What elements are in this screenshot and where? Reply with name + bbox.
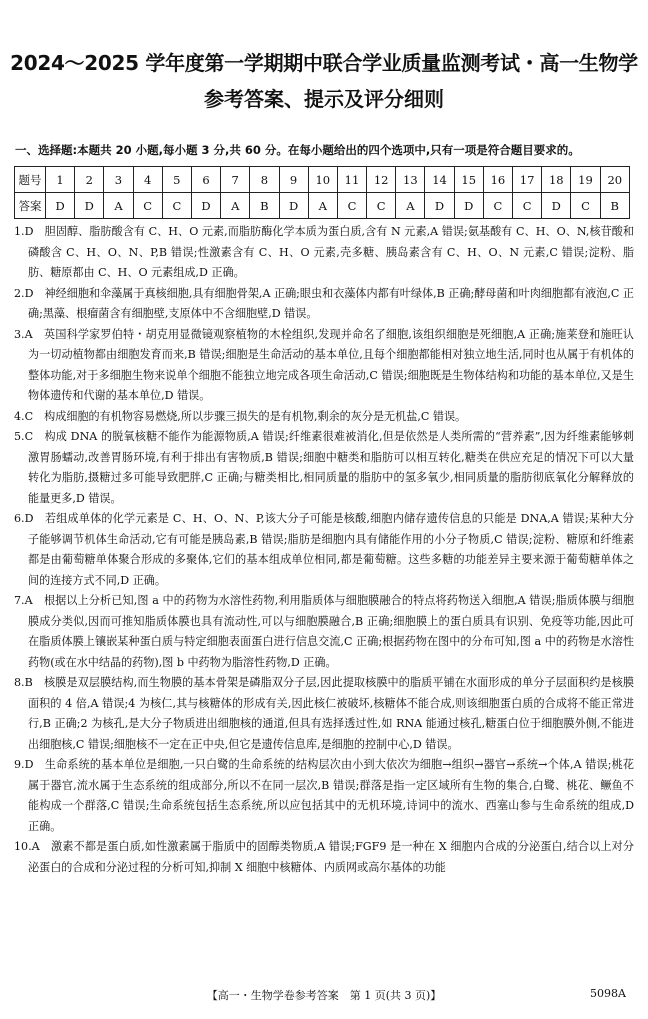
answer-cell: C (483, 193, 512, 219)
answer-cell: C (513, 193, 542, 219)
explanation-item-4: 4.C 构成细胞的有机物容易燃烧,所以步骤三损失的是有机物,剩余的灰分是无机盐,C 错误。 (14, 409, 467, 423)
question-number-cell: 1 (46, 167, 75, 193)
document-title: 2024～2025 学年度第一学期期中联合学业质量监测考试・高一生物学 (10, 51, 638, 75)
explanation-list (14, 222, 634, 878)
answer-cell: D (279, 193, 308, 219)
section-heading: 一、选择题:本题共 20 小题,每小题 3 分,共 60 分。在每小题给出的四个选项中,只有一项是符合题目要求的。 (15, 143, 580, 157)
answer-cell: C (337, 193, 366, 219)
answer-cell: D (46, 193, 75, 219)
question-number-cell: 6 (191, 167, 220, 193)
answer-table-answer-row (15, 193, 630, 219)
explanation-item-9: 9.D 生命系统的基本单位是细胞,一只白鹭的生命系统的结构层次由小到大依次为细胞→组织→器官→系统→个体,A 错误;桃花属于器官,流水属于生态系统的组成部分,所以不在同一层次,B 错误;群落是指一定区域所有生物的集合,白鹭、桃花、鳜鱼不能构成一个群落,C 错误;生命系统包括生态系统,所以应包括其中的无机环境,诗词中的流水、西塞山参与生命系统的组成,D 正确。 (14, 758, 634, 833)
question-number-cell: 11 (337, 167, 366, 193)
question-number-cell: 8 (250, 167, 279, 193)
answer-cell: D (425, 193, 454, 219)
question-number-cell: 16 (483, 167, 512, 193)
question-number-cell: 12 (367, 167, 396, 193)
answer-cell: B (250, 193, 279, 219)
answer-table-number-row (15, 167, 630, 193)
question-number-cell: 14 (425, 167, 454, 193)
explanation-item-2: 2.D 神经细胞和伞藻属于真核细胞,具有细胞骨架,A 正确;眼虫和衣藻体内都有叶绿体,B 正确;酵母菌和叶肉细胞都有液泡,C 正确;黑藻、根瘤菌含有细胞壁,支原体中不含细胞壁,D 错误。 (14, 286, 634, 320)
explanation-item-8: 8.B 核膜是双层膜结构,而生物膜的基本骨架是磷脂双分子层,因此提取核膜中的脂质平铺在水面形成的单分子层面积约是核膜面积的 4 倍,A 错误;4 为核仁,其与核糖体的形成有关,因此核仁被破坏,核糖体不能合成,则该细胞蛋白质的合成将不能正常进行,B 正确;2 为核孔,是大分子物质进出细胞核的通道,但具有选择透过性,如 RNA 能通过核孔,糖蛋白位于细胞膜外侧,不能进出细胞核,C 错误;细胞核不一定在正中央,但它是遗传信息库,是细胞的控制中心,D 错误。 (14, 676, 634, 751)
explanation-item-6: 6.D 若组成单体的化学元素是 C、H、O、N、P,该大分子可能是核酸,细胞内储存遗传信息的只能是 DNA,A 错误;某种大分子能够调节机体生命活动,它有可能是胰岛素,B 错误;脂肪是细胞内具有储能作用的小分子物质,C 错误;淀粉、糖原和纤维素都是由葡萄糖单体聚合形成的多聚体,它们的基本组成单位相同,都是葡萄糖。这些多糖的功能差异主要来源于葡萄糖单体之间的连接方式不同,D 正确。 (14, 512, 634, 587)
answer-cell: B (600, 193, 629, 219)
question-number-cell: 19 (571, 167, 600, 193)
explanation-item-3: 3.A 英国科学家罗伯特・胡克用显微镜观察植物的木栓组织,发现并命名了细胞,该组织细胞是死细胞,A 正确;施莱登和施旺认为一切动植物都由细胞发育而来,B 错误;细胞是生命活动的基本单位,且每个细胞都能相对独立地生活,同时也从属于有机体的整体功能,对于多细胞生物来说单个细胞不能独立地完成各项生命活动,C 错误;细胞既是生物体结构和功能的基本单位,又是生物体遗传和代谢的基本单位,D 错误。 (14, 327, 634, 402)
answer-cell: A (104, 193, 133, 219)
question-number-cell: 4 (133, 167, 162, 193)
answer-cell: C (133, 193, 162, 219)
footer-paper-code: 5098A (590, 987, 626, 1000)
question-number-cell: 15 (454, 167, 483, 193)
explanation-item-1: 1.D 胆固醇、脂肪酸含有 C、H、O 元素,而脂肪酶化学本质为蛋白质,含有 N 元素,A 错误;氨基酸有 C、H、O、N,核苷酸和磷酸含 C、H、O、N、P,B 错误;性激素含有 C、H、O 元素,壳多糖、胰岛素含有 C、H、O、N 元素,C 错误;淀粉、脂肪、糖原都由 C、H、O 元素组成,D 正确。 (14, 225, 634, 279)
row-label-answers: 答案 (15, 193, 46, 219)
answer-cell: C (367, 193, 396, 219)
explanation-item-7: 7.A 根据以上分析已知,图 a 中的药物为水溶性药物,利用脂质体与细胞膜融合的特点将药物送入细胞,A 错误;脂质体膜与细胞膜成分类似,因而可推知脂质体膜也具有流动性,可以与细胞膜融合,B 正确;细胞膜上的蛋白质具有识别、免疫等功能,因此可在脂质体膜上镶嵌某种蛋白质与特定细胞表面蛋白进行信息交流,C 正确;根据药物在图中的分布可知,图 a 中的药物是水溶性药物(或在水中结晶的药物),图 b 中药物为脂溶性药物,D 正确。 (14, 594, 634, 669)
question-number-cell: 20 (600, 167, 629, 193)
answer-cell: A (221, 193, 250, 219)
question-number-cell: 13 (396, 167, 425, 193)
question-number-cell: 5 (162, 167, 191, 193)
question-number-cell: 10 (308, 167, 337, 193)
question-number-cell: 3 (104, 167, 133, 193)
answer-cell: A (308, 193, 337, 219)
answer-table (14, 166, 630, 219)
document-subtitle: 参考答案、提示及评分细则 (204, 87, 444, 111)
footer-page-info: 【高一・生物学卷参考答案 第 1 页(共 3 页)】 (206, 989, 442, 1002)
explanation-item-10: 10.A 激素不都是蛋白质,如性激素属于脂质中的固醇类物质,A 错误;FGF9 是一种在 X 细胞内合成的分泌蛋白,结合以上对分泌蛋白的合成和分泌过程的分析可知,抑制 X 细胞中核糖体、内质网或高尔基体的功能 (14, 840, 634, 874)
explanation-item-5: 5.C 构成 DNA 的脱氧核糖不能作为能源物质,A 错误;纤维素很难被消化,但是依然是人类所需的“营养素”,因为纤维素能够刺激胃肠蠕动,改善胃肠环境,有利于排出有害物质,B 错误;细胞中糖类和脂肪可以相互转化,糖类在供应充足的情况下可以大量转化为脂肪,摄糖过多可能导致肥胖,C 正确;与糖类相比,相同质量的脂肪中的氢多氧少,相同质量的脂肪彻底氧化分解释放的能量更多,D 错误。 (14, 430, 634, 505)
answer-cell: C (162, 193, 191, 219)
question-number-cell: 17 (513, 167, 542, 193)
answer-cell: D (75, 193, 104, 219)
answer-cell: D (454, 193, 483, 219)
question-number-cell: 18 (542, 167, 571, 193)
question-number-cell: 2 (75, 167, 104, 193)
row-label-numbers: 题号 (15, 167, 46, 193)
question-number-cell: 7 (221, 167, 250, 193)
page-footer (0, 987, 648, 1003)
answer-cell: C (571, 193, 600, 219)
answer-cell: D (191, 193, 220, 219)
answer-cell: A (396, 193, 425, 219)
question-number-cell: 9 (279, 167, 308, 193)
answer-cell: D (542, 193, 571, 219)
